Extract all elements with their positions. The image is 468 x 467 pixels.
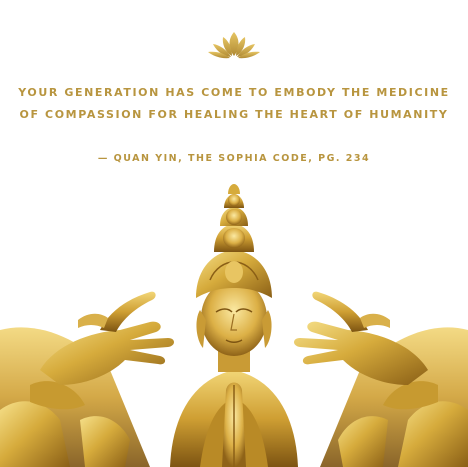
golden-guanyin-statue xyxy=(0,180,468,467)
quote-attribution: — QUAN YIN, THE SOPHIA CODE, PG. 234 xyxy=(97,153,371,164)
lotus-icon xyxy=(207,30,261,62)
quote-line-1: YOUR GENERATION HAS COME TO EMBODY THE MEDICINE xyxy=(18,86,450,99)
quote-line-2: OF COMPASSION FOR HEALING THE HEART OF HUMANITY xyxy=(19,108,449,121)
